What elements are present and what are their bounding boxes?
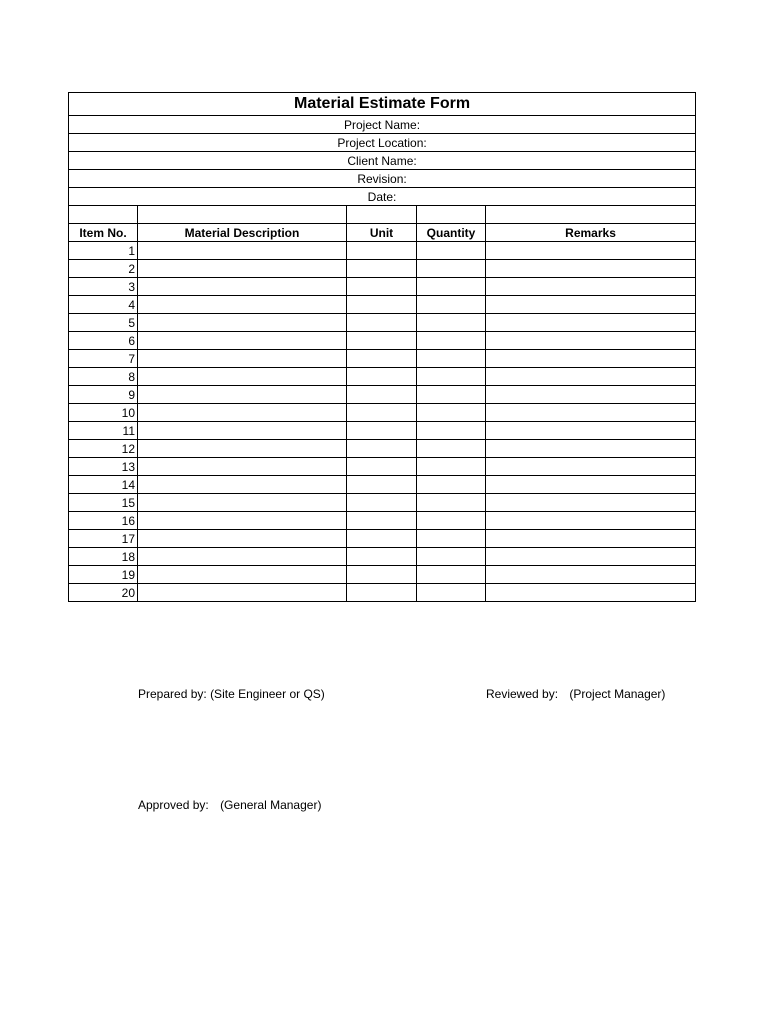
remarks-cell[interactable] — [486, 314, 696, 332]
item-no-cell: 1 — [69, 242, 138, 260]
material-description-cell[interactable] — [138, 440, 347, 458]
remarks-cell[interactable] — [486, 530, 696, 548]
quantity-cell[interactable] — [417, 368, 486, 386]
spacer-cell — [69, 206, 138, 224]
remarks-cell[interactable] — [486, 584, 696, 602]
unit-cell[interactable] — [347, 584, 417, 602]
column-header-row — [69, 224, 696, 242]
material-description-cell[interactable] — [138, 332, 347, 350]
unit-cell[interactable] — [347, 476, 417, 494]
table-row — [69, 260, 696, 278]
table-row — [69, 440, 696, 458]
unit-cell[interactable] — [347, 566, 417, 584]
item-no-cell: 16 — [69, 512, 138, 530]
remarks-cell[interactable] — [486, 512, 696, 530]
spacer-cell — [417, 206, 486, 224]
table-row — [69, 530, 696, 548]
unit-cell[interactable] — [347, 278, 417, 296]
unit-cell[interactable] — [347, 404, 417, 422]
item-no-cell: 10 — [69, 404, 138, 422]
remarks-cell[interactable] — [486, 566, 696, 584]
unit-cell[interactable] — [347, 494, 417, 512]
table-row — [69, 332, 696, 350]
quantity-cell[interactable] — [417, 404, 486, 422]
item-no-cell: 17 — [69, 530, 138, 548]
material-description-cell[interactable] — [138, 512, 347, 530]
table-row — [69, 278, 696, 296]
spacer-cell — [347, 206, 417, 224]
approved-by-role: (General Manager) — [220, 798, 322, 812]
header-quantity: Quantity — [417, 224, 486, 242]
quantity-cell[interactable] — [417, 530, 486, 548]
prepared-by-label: Prepared by: — [138, 687, 207, 701]
item-no-cell: 9 — [69, 386, 138, 404]
approved-by — [138, 797, 321, 813]
item-no-cell: 18 — [69, 548, 138, 566]
quantity-cell[interactable] — [417, 458, 486, 476]
table-row — [69, 422, 696, 440]
header-material-description: Material Description — [138, 224, 347, 242]
remarks-cell[interactable] — [486, 386, 696, 404]
table-row — [69, 314, 696, 332]
remarks-cell[interactable] — [486, 332, 696, 350]
material-description-cell[interactable] — [138, 278, 347, 296]
remarks-cell[interactable] — [486, 278, 696, 296]
remarks-cell[interactable] — [486, 548, 696, 566]
remarks-cell[interactable] — [486, 458, 696, 476]
material-description-cell[interactable] — [138, 422, 347, 440]
spacer-cell — [138, 206, 347, 224]
info-row — [69, 116, 696, 134]
unit-cell[interactable] — [347, 386, 417, 404]
table-row — [69, 584, 696, 602]
item-no-cell: 7 — [69, 350, 138, 368]
table-row — [69, 566, 696, 584]
material-description-cell[interactable] — [138, 296, 347, 314]
quantity-cell[interactable] — [417, 548, 486, 566]
table-row — [69, 404, 696, 422]
quantity-cell[interactable] — [417, 566, 486, 584]
remarks-cell[interactable] — [486, 494, 696, 512]
quantity-cell[interactable] — [417, 314, 486, 332]
item-no-cell: 15 — [69, 494, 138, 512]
item-no-cell: 12 — [69, 440, 138, 458]
material-description-cell[interactable] — [138, 530, 347, 548]
item-no-cell: 6 — [69, 332, 138, 350]
quantity-cell[interactable] — [417, 494, 486, 512]
client-name-field[interactable]: Client Name: — [69, 152, 696, 170]
table-row — [69, 494, 696, 512]
material-estimate-table — [68, 92, 696, 602]
quantity-cell[interactable] — [417, 422, 486, 440]
table-row — [69, 350, 696, 368]
item-no-cell: 3 — [69, 278, 138, 296]
info-row — [69, 170, 696, 188]
quantity-cell[interactable] — [417, 512, 486, 530]
title-row — [69, 93, 696, 116]
quantity-cell[interactable] — [417, 476, 486, 494]
quantity-cell[interactable] — [417, 242, 486, 260]
quantity-cell[interactable] — [417, 332, 486, 350]
form-title: Material Estimate Form — [69, 93, 696, 116]
reviewed-by-label: Reviewed by: — [486, 687, 559, 701]
item-no-cell: 2 — [69, 260, 138, 278]
item-no-cell: 5 — [69, 314, 138, 332]
material-description-cell[interactable] — [138, 566, 347, 584]
table-row — [69, 548, 696, 566]
quantity-cell[interactable] — [417, 278, 486, 296]
header-unit: Unit — [347, 224, 417, 242]
info-row — [69, 188, 696, 206]
quantity-cell[interactable] — [417, 584, 486, 602]
unit-cell[interactable] — [347, 548, 417, 566]
material-description-cell[interactable] — [138, 476, 347, 494]
item-no-cell: 13 — [69, 458, 138, 476]
remarks-cell[interactable] — [486, 260, 696, 278]
table-row — [69, 368, 696, 386]
material-description-cell[interactable] — [138, 386, 347, 404]
unit-cell[interactable] — [347, 296, 417, 314]
material-description-cell[interactable] — [138, 584, 347, 602]
material-description-cell[interactable] — [138, 458, 347, 476]
table-row — [69, 242, 696, 260]
material-description-cell[interactable] — [138, 314, 347, 332]
item-no-cell: 11 — [69, 422, 138, 440]
material-description-cell[interactable] — [138, 242, 347, 260]
unit-cell[interactable] — [347, 242, 417, 260]
info-row — [69, 152, 696, 170]
unit-cell[interactable] — [347, 332, 417, 350]
item-no-cell: 8 — [69, 368, 138, 386]
unit-cell[interactable] — [347, 368, 417, 386]
project-location-field[interactable]: Project Location: — [69, 134, 696, 152]
remarks-cell[interactable] — [486, 350, 696, 368]
header-remarks: Remarks — [486, 224, 696, 242]
material-description-cell[interactable] — [138, 404, 347, 422]
material-description-cell[interactable] — [138, 260, 347, 278]
remarks-cell[interactable] — [486, 422, 696, 440]
quantity-cell[interactable] — [417, 440, 486, 458]
info-row — [69, 134, 696, 152]
material-description-cell[interactable] — [138, 548, 347, 566]
header-item-no: Item No. — [69, 224, 138, 242]
unit-cell[interactable] — [347, 314, 417, 332]
project-name-field[interactable]: Project Name: — [69, 116, 696, 134]
remarks-cell[interactable] — [486, 476, 696, 494]
unit-cell[interactable] — [347, 422, 417, 440]
table-body — [69, 93, 696, 602]
table-row — [69, 296, 696, 314]
table-row — [69, 512, 696, 530]
quantity-cell[interactable] — [417, 386, 486, 404]
unit-cell[interactable] — [347, 512, 417, 530]
quantity-cell[interactable] — [417, 350, 486, 368]
item-no-cell: 4 — [69, 296, 138, 314]
item-no-cell: 19 — [69, 566, 138, 584]
remarks-cell[interactable] — [486, 242, 696, 260]
unit-cell[interactable] — [347, 530, 417, 548]
prepared-by — [138, 686, 325, 702]
item-no-cell: 14 — [69, 476, 138, 494]
material-description-cell[interactable] — [138, 368, 347, 386]
approved-by-label: Approved by: — [138, 798, 209, 812]
spacer-cell — [486, 206, 696, 224]
revision-field[interactable]: Revision: — [69, 170, 696, 188]
table-row — [69, 476, 696, 494]
remarks-cell[interactable] — [486, 404, 696, 422]
prepared-by-role: (Site Engineer or QS) — [210, 687, 325, 701]
material-description-cell[interactable] — [138, 494, 347, 512]
reviewed-by — [486, 686, 665, 702]
reviewed-by-role: (Project Manager) — [569, 687, 666, 701]
unit-cell[interactable] — [347, 350, 417, 368]
remarks-cell[interactable] — [486, 440, 696, 458]
spacer-row — [69, 206, 696, 224]
remarks-cell[interactable] — [486, 368, 696, 386]
remarks-cell[interactable] — [486, 296, 696, 314]
table-row — [69, 458, 696, 476]
unit-cell[interactable] — [347, 440, 417, 458]
table-row — [69, 386, 696, 404]
item-no-cell: 20 — [69, 584, 138, 602]
quantity-cell[interactable] — [417, 260, 486, 278]
unit-cell[interactable] — [347, 260, 417, 278]
material-description-cell[interactable] — [138, 350, 347, 368]
quantity-cell[interactable] — [417, 296, 486, 314]
date-field[interactable]: Date: — [69, 188, 696, 206]
unit-cell[interactable] — [347, 458, 417, 476]
